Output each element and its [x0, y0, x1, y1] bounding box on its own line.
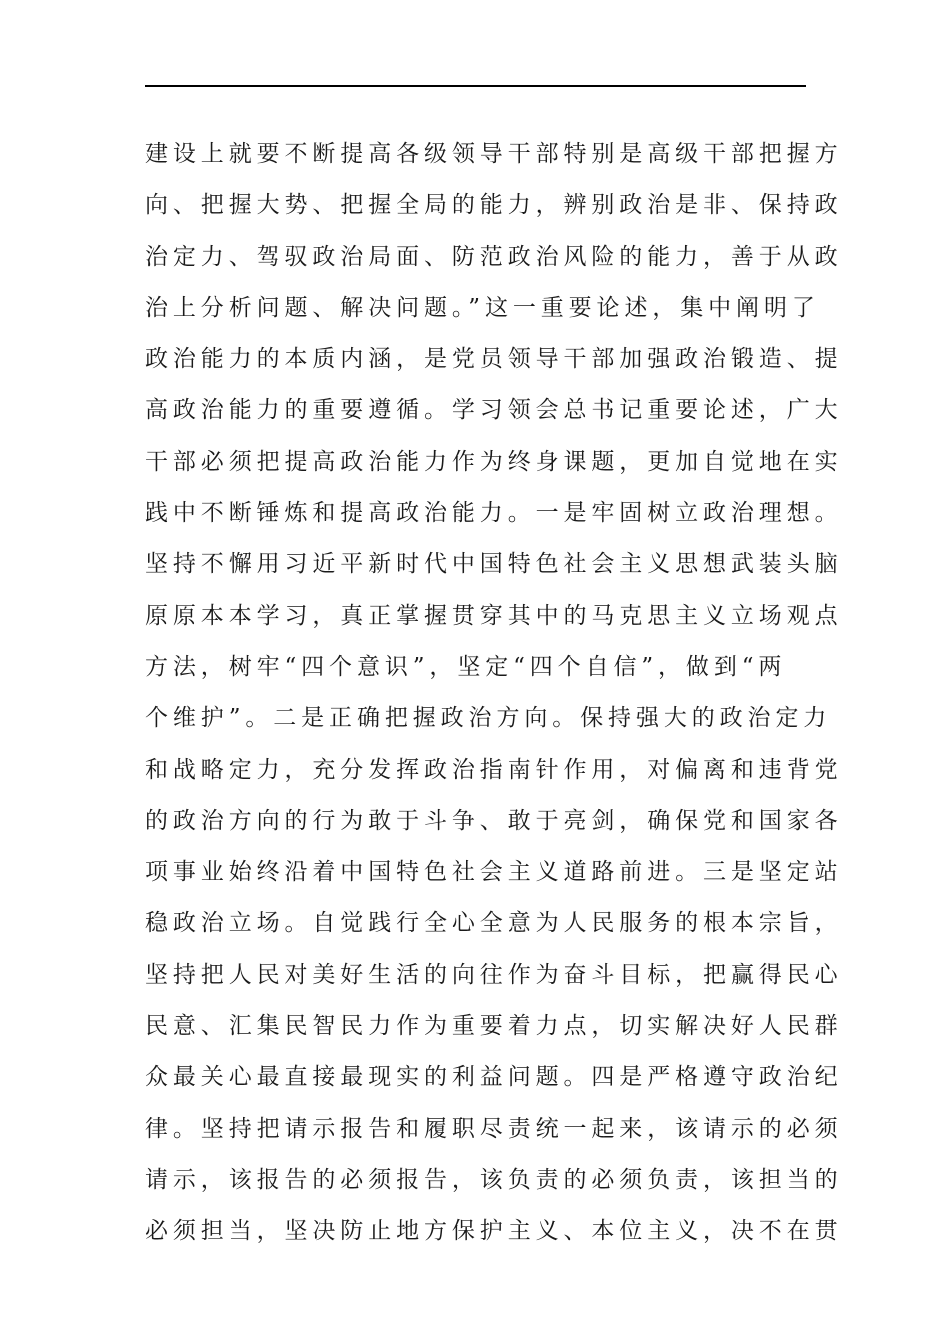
body-text: [145, 129, 843, 1258]
text-line: 民意、汇集民智民力作为重要着力点，切实解决好人民群: [145, 1013, 843, 1040]
text-line: 的政治方向的行为敢于斗争、敢于亮剑，确保党和国家各: [145, 807, 843, 834]
text-line: 治上分析问题、解决问题。”这一重要论述，集中阐明了: [145, 294, 820, 321]
text-line: 请示，该报告的必须报告，该负责的必须负责，该担当的: [145, 1166, 843, 1193]
text-line: 政治能力的本质内涵，是党员领导干部加强政治锻造、提: [145, 346, 843, 373]
text-line: 个维护”。二是正确把握政治方向。保持强大的政治定力: [145, 705, 832, 732]
text-line: 干部必须把提高政治能力作为终身课题，更加自觉地在实: [145, 448, 843, 475]
text-line: 方法，树牢“四个意识”，坚定“四个自信”，做到“两: [145, 653, 787, 680]
text-line: 项事业始终沿着中国特色社会主义道路前进。三是坚定站: [145, 859, 843, 886]
text-line: 践中不断锤炼和提高政治能力。一是牢固树立政治理想。: [145, 500, 843, 527]
text-line: 建设上就要不断提高各级领导干部特别是高级干部把握方: [145, 141, 843, 167]
text-line: 律。坚持把请示报告和履职尽责统一起来，该请示的必须: [145, 1115, 843, 1142]
text-line: 稳政治立场。自觉践行全心全意为人民服务的根本宗旨，: [145, 910, 843, 937]
text-line: 众最关心最直接最现实的利益问题。四是严格遵守政治纪: [145, 1064, 843, 1091]
text-line: 原原本本学习，真正掌握贯穿其中的马克思主义立场观点: [145, 602, 843, 629]
text-line: 治定力、驾驭政治局面、防范政治风险的能力，善于从政: [145, 243, 843, 270]
text-line: 坚持把人民对美好生活的向往作为奋斗目标，把赢得民心: [145, 961, 843, 988]
header-rule: [145, 85, 806, 87]
text-line: 高政治能力的重要遵循。学习领会总书记重要论述，广大: [145, 397, 843, 424]
text-line: 坚持不懈用习近平新时代中国特色社会主义思想武装头脑: [145, 551, 843, 578]
text-line: 和战略定力，充分发挥政治指南针作用，对偏离和违背党: [145, 756, 843, 783]
text-line: 必须担当，坚决防止地方保护主义、本位主义，决不在贯: [145, 1218, 843, 1245]
text-line: 向、把握大势、把握全局的能力，辨别政治是非、保持政: [145, 192, 843, 219]
